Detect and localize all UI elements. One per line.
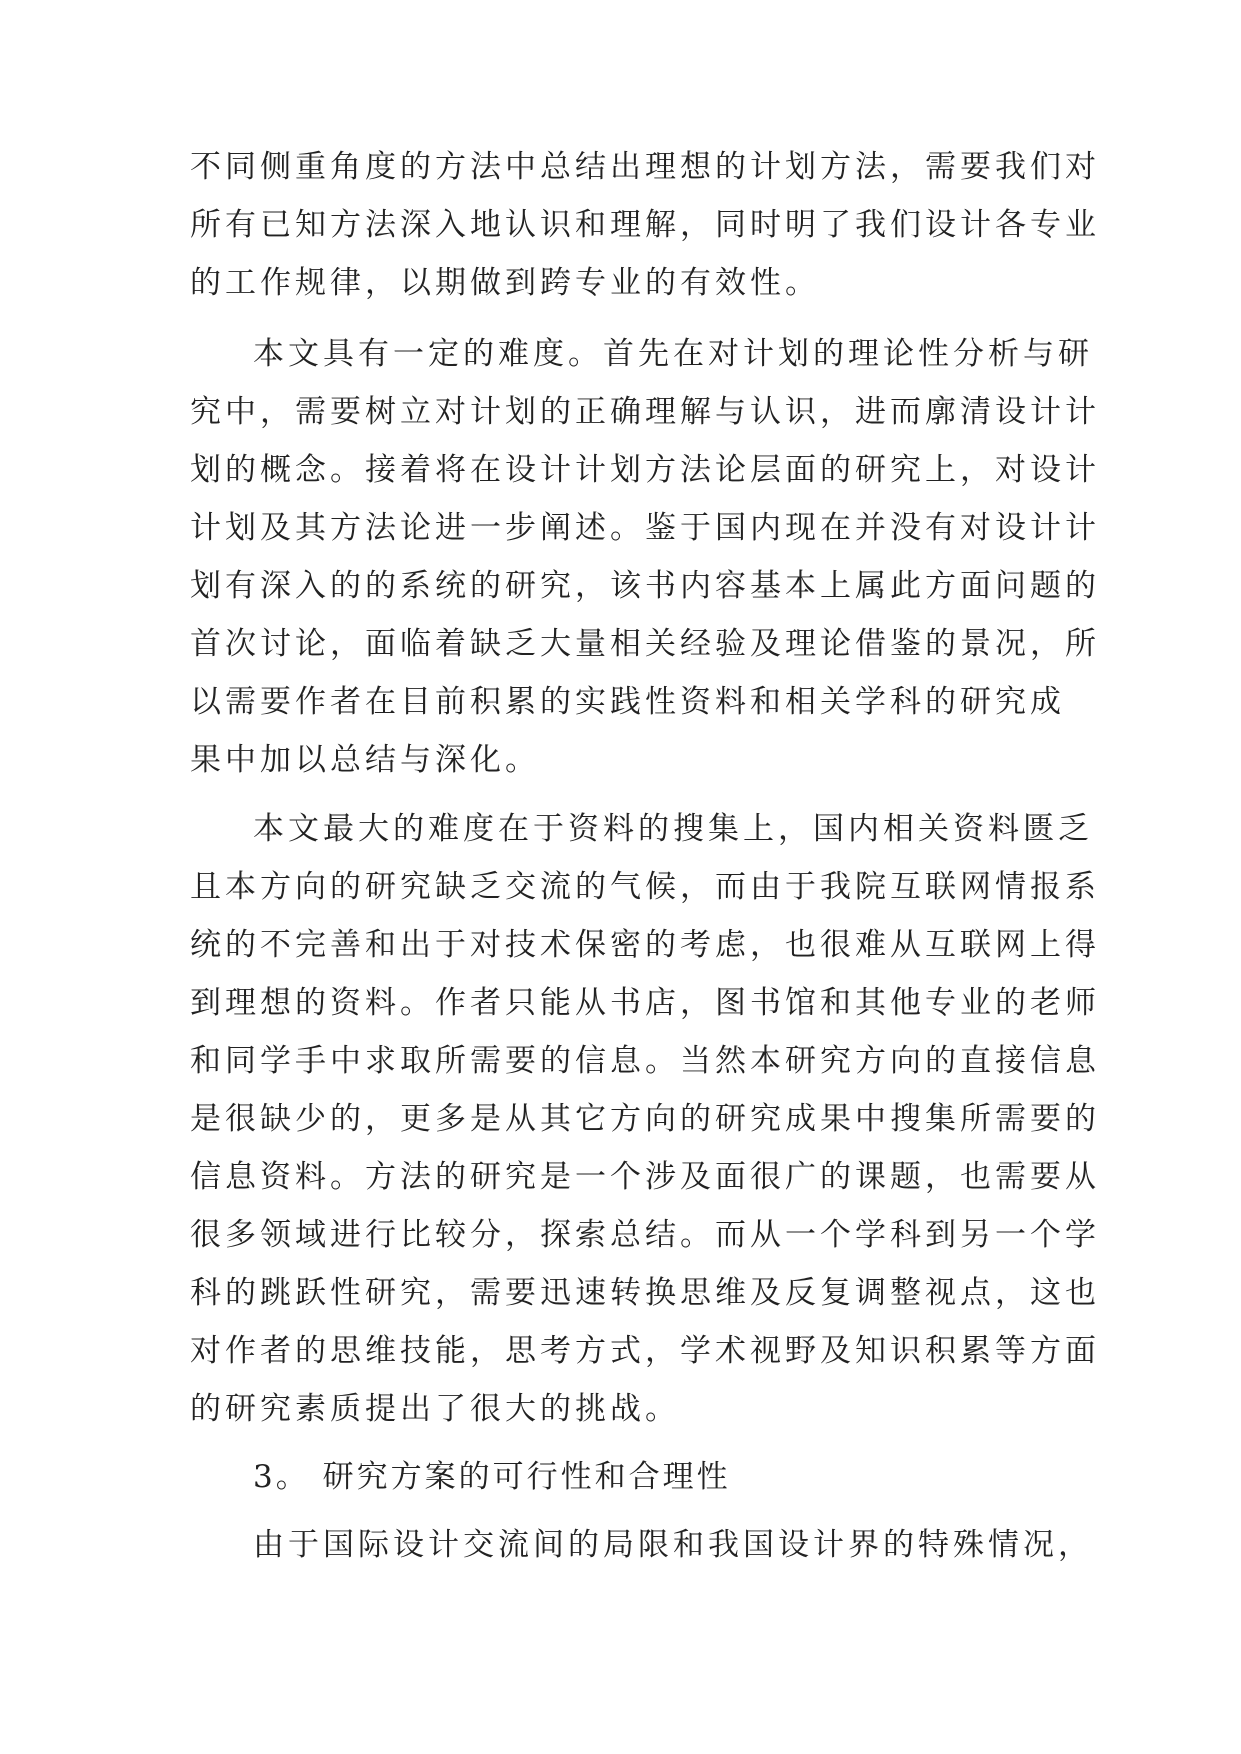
section-heading: 3。 研究方案的可行性和合理性 (253, 1459, 731, 1495)
text-line: 果中加以总结与深化。 (190, 742, 540, 778)
text-line: 不同侧重角度的方法中总结出理想的计划方法，需要我们对 (190, 149, 1100, 185)
text-line: 对作者的思维技能，思考方式，学术视野及知识积累等方面 (190, 1333, 1100, 1369)
text-line: 以需要作者在目前积累的实践性资料和相关学科的研究成 (190, 684, 1065, 720)
text-line: 且本方向的研究缺乏交流的气候，而由于我院互联网情报系 (190, 869, 1100, 905)
text-line: 划的概念。接着将在设计计划方法论层面的研究上，对设计 (190, 452, 1100, 488)
paragraph-first-line: 本文具有一定的难度。首先在对计划的理论性分析与研 (253, 336, 1093, 372)
text-line: 信息资料。方法的研究是一个涉及面很广的课题，也需要从 (190, 1159, 1100, 1195)
text-line: 首次讨论，面临着缺乏大量相关经验及理论借鉴的景况，所 (190, 626, 1100, 662)
text-line: 统的不完善和出于对技术保密的考虑，也很难从互联网上得 (190, 927, 1100, 963)
text-line: 计划及其方法论进一步阐述。鉴于国内现在并没有对设计计 (190, 510, 1100, 546)
text-line: 的工作规律，以期做到跨专业的有效性。 (190, 265, 820, 301)
text-line: 所有已知方法深入地认识和理解，同时明了我们设计各专业 (190, 207, 1100, 243)
text-line: 划有深入的的系统的研究，该书内容基本上属此方面问题的 (190, 568, 1100, 604)
text-line: 究中，需要树立对计划的正确理解与认识，进而廓清设计计 (190, 394, 1100, 430)
text-line: 很多领域进行比较分，探索总结。而从一个学科到另一个学 (190, 1217, 1100, 1253)
text-line: 是很缺少的，更多是从其它方向的研究成果中搜集所需要的 (190, 1101, 1100, 1137)
text-line: 和同学手中求取所需要的信息。当然本研究方向的直接信息 (190, 1043, 1100, 1079)
paragraph-first-line: 由于国际设计交流间的局限和我国设计界的特殊情况， (253, 1527, 1093, 1563)
text-line: 到理想的资料。作者只能从书店，图书馆和其他专业的老师 (190, 985, 1100, 1021)
text-line: 科的跳跃性研究，需要迅速转换思维及反复调整视点，这也 (190, 1275, 1100, 1311)
paragraph-first-line: 本文最大的难度在于资料的搜集上，国内相关资料匮乏 (253, 811, 1093, 847)
text-line: 的研究素质提出了很大的挑战。 (190, 1391, 680, 1427)
